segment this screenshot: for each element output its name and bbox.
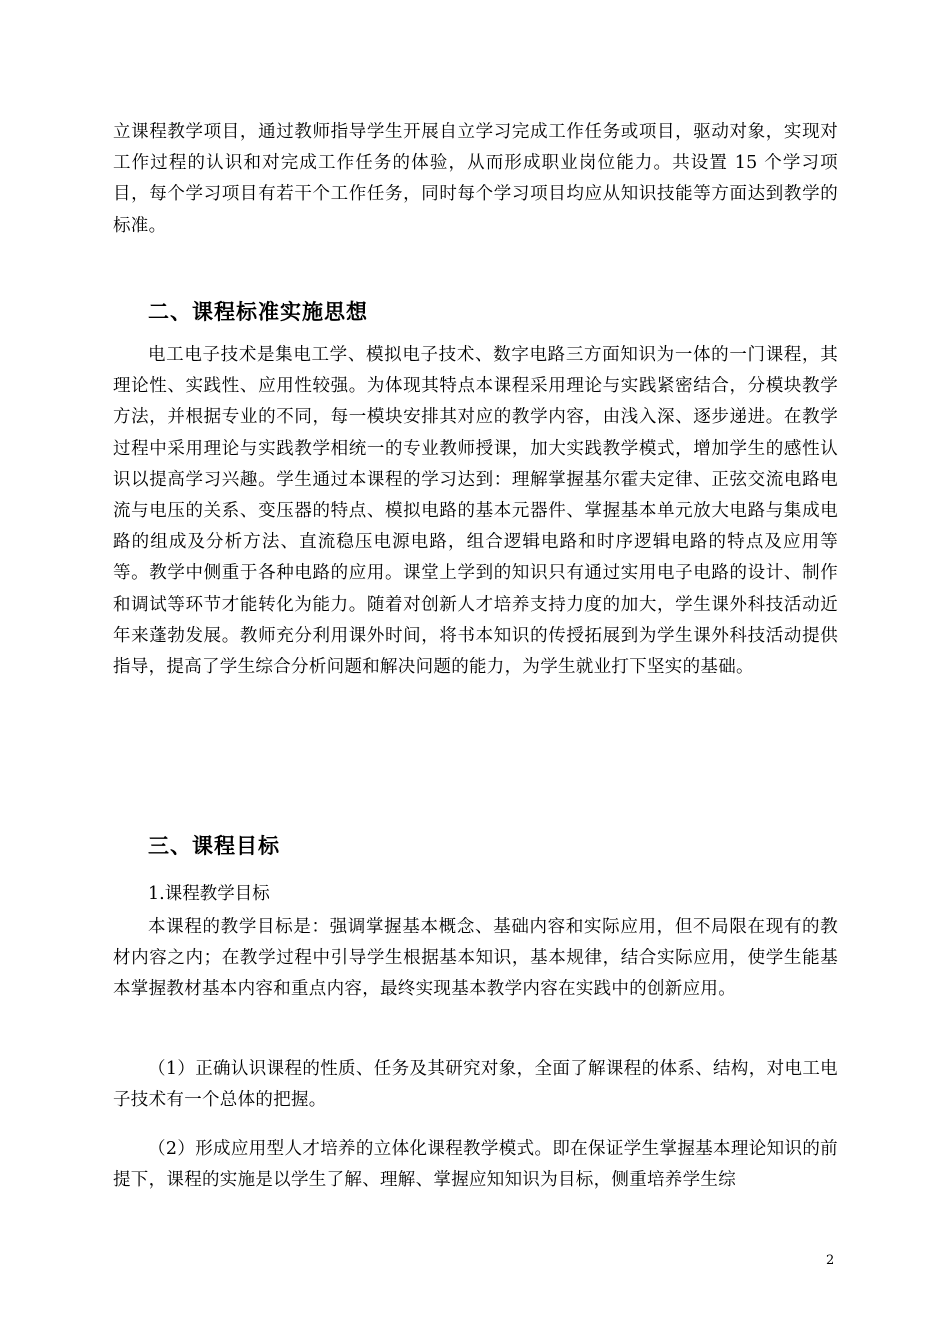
implementation-paragraph: 电工电子技术是集电工学、模拟电子技术、数字电路三方面知识为一体的一门课程，其理论性、实践性、应用性较强。为体现其特点本课程采用理论与实践紧密结合，分模块教学方法，并根据专业的不同，每一模块安排其对应的教学内容，由浅入深、逐步递进。在教学过程中采用理论与实践教学相统一的专业教师授课，加大实践教学模式，增加学生的感性认识以提高学习兴趣。学生通过本课程的学习达到：理解掌握基尔霍夫定律、正弦交流电路电流与电压的关系、变压器的特点、模拟电路的基本元器件、掌握基本单元放大电路与集成电路的组成及分析方法、直流稳压电源电路，组合逻辑电路和时序逻辑电路的特点及应用等等。教学中侧重于各种电路的应用。课堂上学到的知识只有通过实用电子电路的设计、制作和调试等环节才能转化为能力。随着对创新人才培养支持力度的加大，学生课外科技活动近年来蓬勃发展。教师充分利用课外时间，将书本知识的传授拓展到为学生课外科技活动提供指导，提高了学生综合分析问题和解决问题的能力，为学生就业打下坚实的基础。	[113, 345, 838, 678]
objective-item-2: （2）形成应用型人才培养的立体化课程教学模式。即在保证学生掌握基本理论知识的前提下，课程的实施是以学生了解、理解、掌握应知知识为目标，侧重培养学生综	[113, 1139, 838, 1191]
subheading-teaching-objectives: 1.课程教学目标	[148, 884, 270, 904]
objectives-paragraph: 本课程的教学目标是：强调掌握基本概念、基础内容和实际应用，但不局限在现有的教材内容之内；在教学过程中引导学生根据基本知识，基本规律，结合实际应用，使学生能基本掌握教材基本内容和重点内容，最终实现基本教学内容在实践中的创新应用。	[113, 917, 838, 1000]
page-number: 2	[826, 1253, 835, 1268]
intro-paragraph: 立课程教学项目，通过教师指导学生开展自立学习完成工作任务或项目，驱动对象，实现对工作过程的认识和对完成工作任务的体验，从而形成职业岗位能力。共设置 15 个学习项目，每个学习项目有若干个工作任务，同时每个学习项目均应从知识技能等方面达到教学的标准。	[113, 122, 838, 236]
section-heading-implementation: 二、课程标准实施思想	[148, 299, 368, 324]
objective-item-1: （1）正确认识课程的性质、任务及其研究对象，全面了解课程的体系、结构，对电工电子技术有一个总体的把握。	[113, 1059, 838, 1111]
section-heading-objectives: 三、课程目标	[148, 833, 280, 858]
